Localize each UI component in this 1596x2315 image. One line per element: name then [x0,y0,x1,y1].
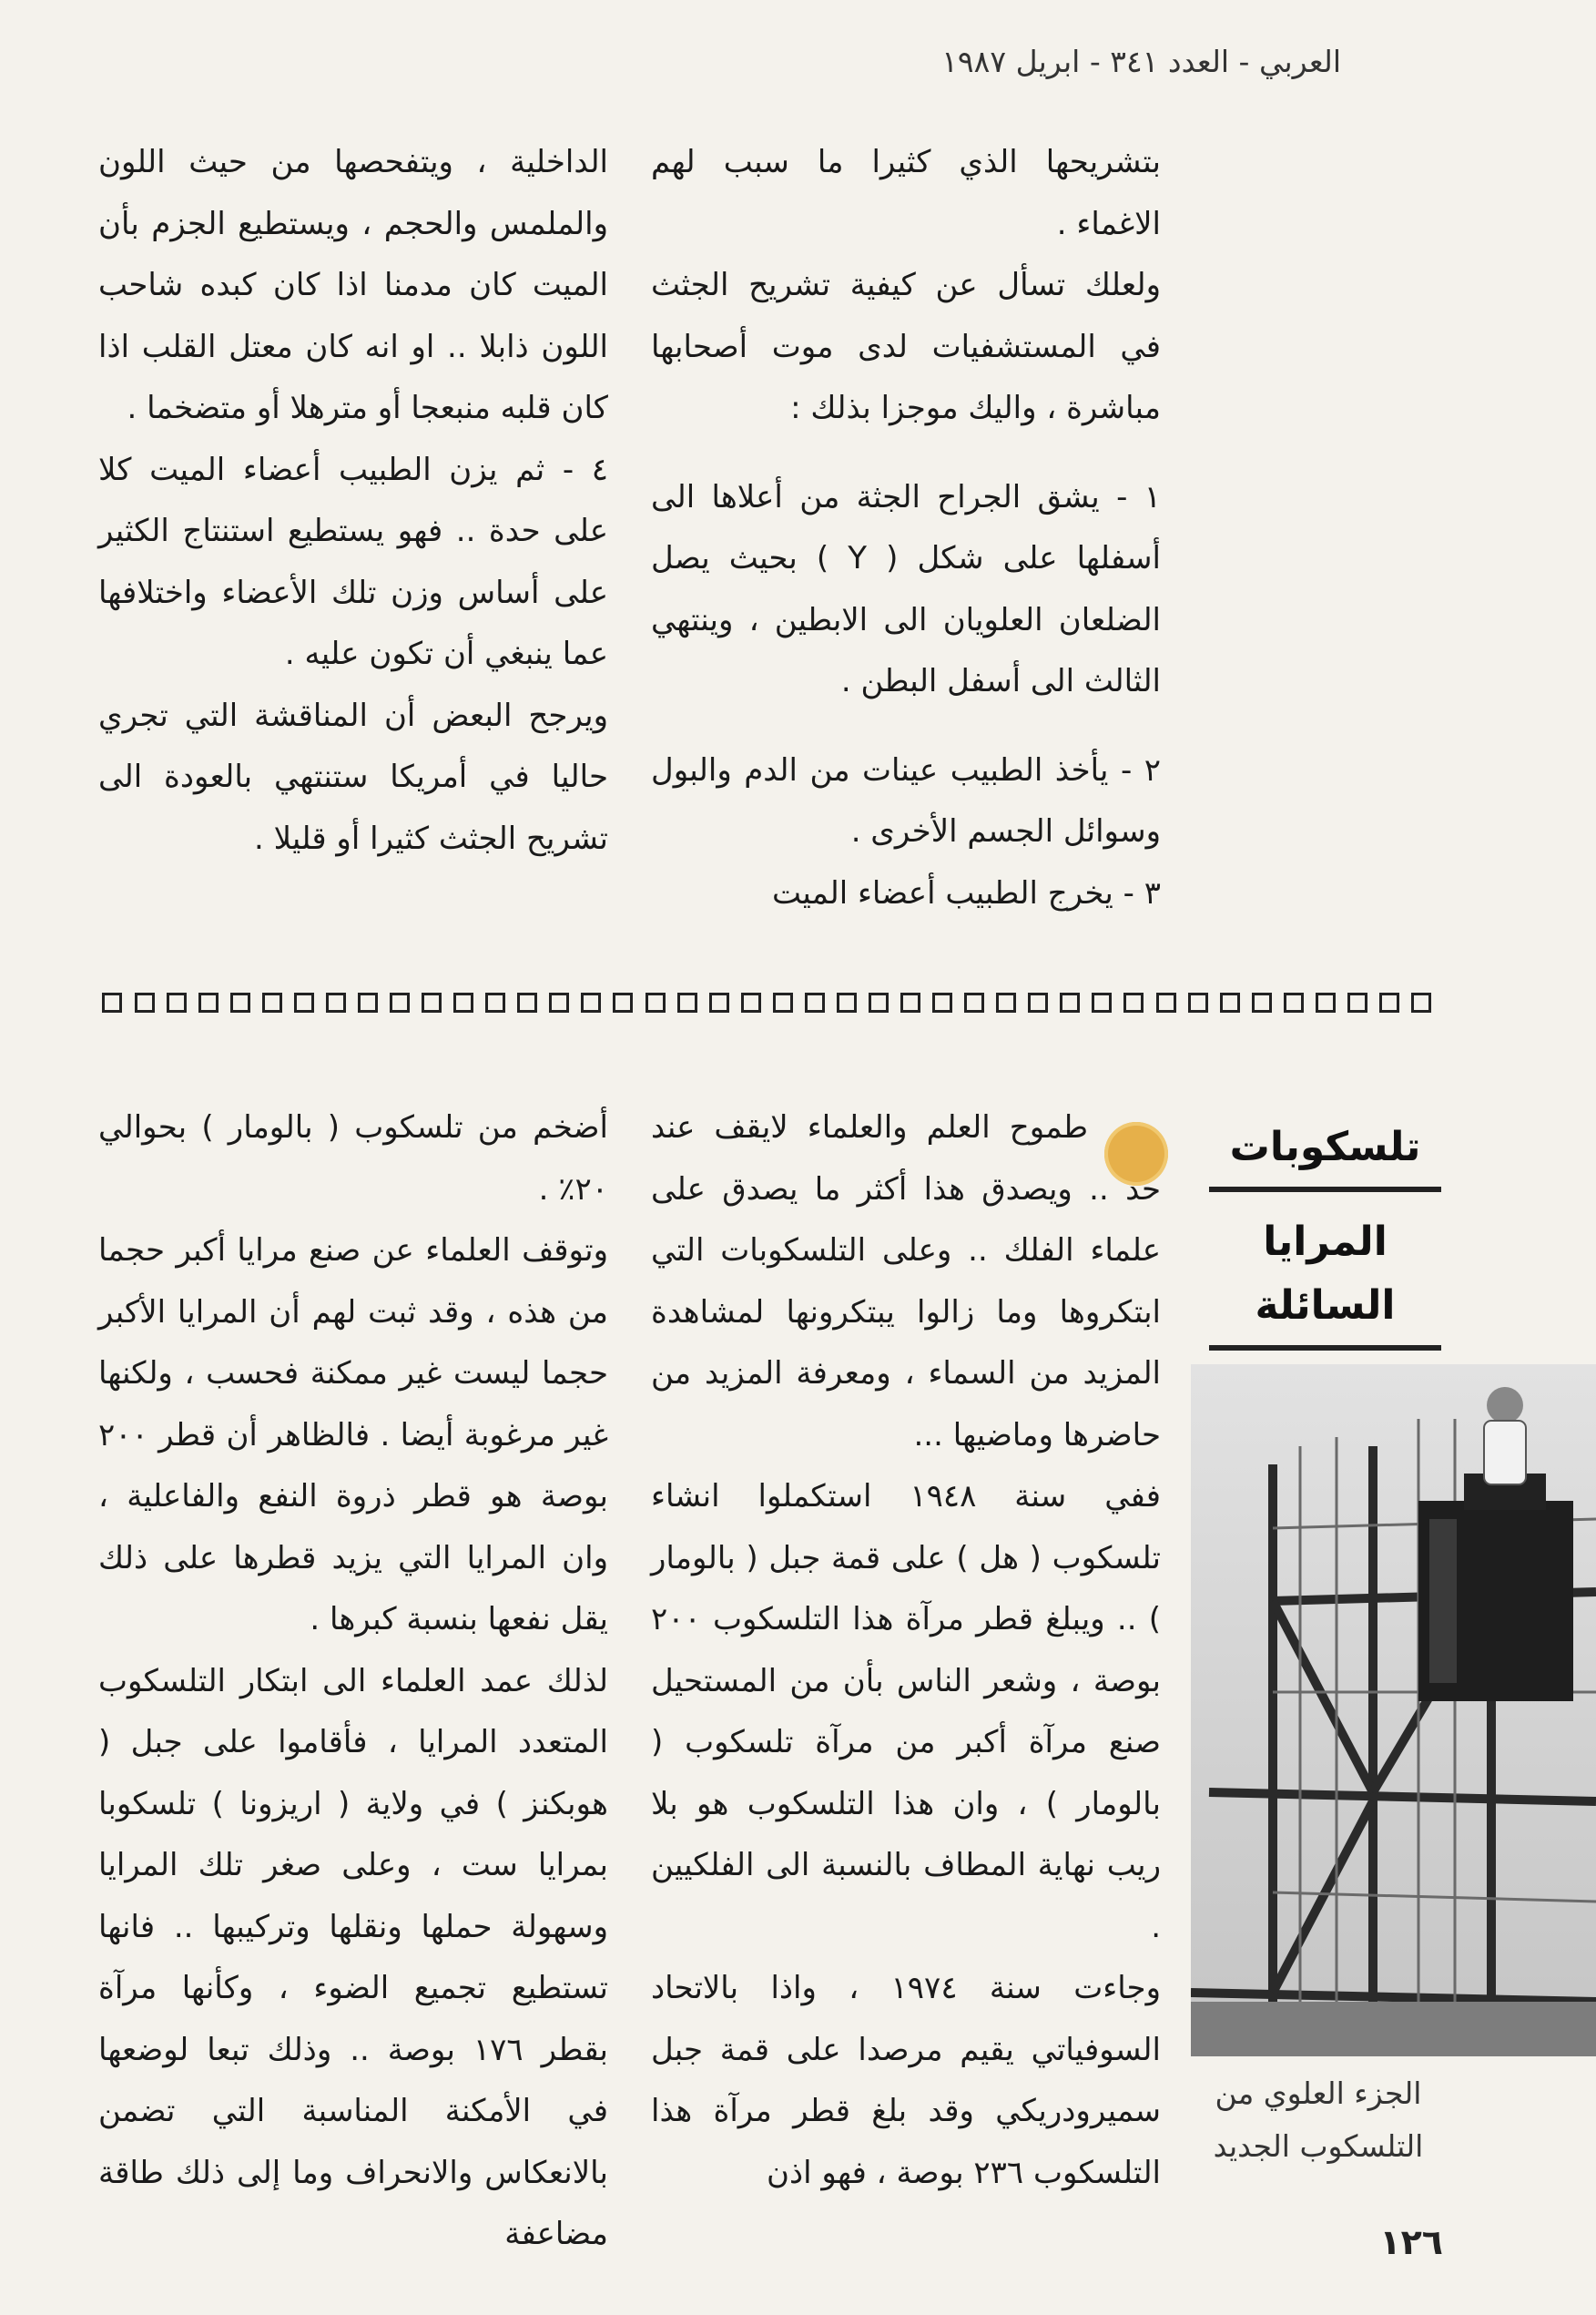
telescope-photo [1191,1364,1596,2056]
paragraph: ٤ - ثم يزن الطبيب أعضاء الميت كلا على حدة .. فهو يستطيع استنتاج الكثير على أساس وزن تلك الأعضاء واختلافها عما ينبغي أن تكون عليه . [98,451,608,672]
title-line-2: المرايا السائلة [1209,1210,1441,1351]
paragraph: وتوقف العلماء عن صنع مرايا أكبر حجما من هذه ، وقد ثبت لهم أن المرايا الأكبر حجما ليست غير ممكنة فحسب ، ولكنها غير مرغوبة أيضا . فالظاهر أن قطر ٢٠٠ بوصة هو قطر ذروة النفع والفاعلية ، وان المرايا التي يزيد قطرها على ذلك يقل نفعها بنسبة كبرها . [98,1232,608,1637]
article-title [1209,1116,1441,1351]
article-left-column [98,1097,608,2266]
issue-header: العربي - العدد ٣٤١ - ابريل ١٩٨٧ [941,44,1341,79]
paragraph: وجاءت سنة ١٩٧٤ ، واذا بالاتحاد السوفياتي يقيم مرصدا على قمة جبل سميرودريكي وقد بلغ قطر مرآة هذا التلسكوب ٢٣٦ بوصة ، فهو اذن [651,1970,1161,2191]
article-right-column [651,1097,1161,2204]
paragraph: ولعلك تسأل عن كيفية تشريح الجثث في المستشفيات لدى موت أصحابها مباشرة ، واليك موجزا بذلك : [651,267,1161,426]
paragraph: بتشريحها الذي كثيرا ما سبب لهم الاغماء . [651,144,1161,242]
photo-caption: الجزء العلوي من التلسكوب الجديد [1213,2075,1424,2164]
paragraph: ٢ - يأخذ الطبيب عينات من الدم والبول وسوائل الجسم الأخرى . [651,751,1161,850]
paragraph: الداخلية ، ويتفحصها من حيث اللون والملمس والحجم ، ويستطيع الجزم بأن الميت كان مدمنا اذا كان كبده شاحب اللون ذابلا .. او انه كان معتل القلب اذا كان قلبه منبعجا أو مترهلا أو متضخما . [98,144,608,426]
paragraph: أضخم من تلسكوب ( بالومار ) بحوالي ٢٠٪ . [98,1109,608,1208]
paragraph: طموح العلم والعلماء لايقف عند حد .. ويصدق هذا أكثر ما يصدق على علماء الفلك .. وعلى التلسكوبات التي ابتكروها وما زالوا يبتكرونها لمشاهدة المزيد من السماء ، ومعرفة المزيد من حاضرها وماضيها ... [651,1109,1161,1453]
paragraph: ويرجح البعض أن المناقشة التي تجري حاليا في أمريكا ستنتهي بالعودة الى تشريح الجثث كثيرا أو قليلا . [98,697,608,857]
top-left-column [98,132,608,870]
title-line-1: تلسكوبات [1209,1116,1441,1192]
paragraph: ٣ - يخرج الطبيب أعضاء الميت [772,874,1161,912]
paragraph: لذلك عمد العلماء الى ابتكار التلسكوب المتعدد المرايا ، فأقاموا على جبل ( هوبكنز ) في ولاية ( اريزونا ) تلسكوبا بمرايا ست ، وعلى صغر تلك المرايا وسهولة حملها ونقلها وتركيبها .. فانها تستطيع تجميع الضوء ، وكأنها مرآة بقطر ١٧٦ بوصة .. وذلك تبعا لوضعها في الأمكنة المناسبة التي تضمن بالانعكاس والانحراف وما إلى ذلك طاقة مضاعفة [98,1662,608,2252]
paragraph: ١ - يشق الجراح الجثة من أعلاها الى أسفلها على شكل ( Y ) بحيث يصل الضلعان العلويان الى الابطين ، وينتهي الثالث الى أسفل البطن . [651,478,1161,699]
page-number: ١٢٦ [1379,2222,1443,2262]
section-divider [102,993,1431,1020]
paragraph: ففي سنة ١٩٤٨ استكملوا انشاء تلسكوب ( هل ) على قمة جبل ( بالومار ) .. ويبلغ قطر مرآة هذا التلسكوب ٢٠٠ بوصة ، وشعر الناس بأن من المستحيل صنع مرآة أكبر من مرآة تلسكوب ( بالومار ) ، وان هذا التلسكوب هو بلا ريب نهاية المطاف بالنسبة الى الفلكيين . [651,1478,1161,1945]
top-right-column [651,132,1161,924]
